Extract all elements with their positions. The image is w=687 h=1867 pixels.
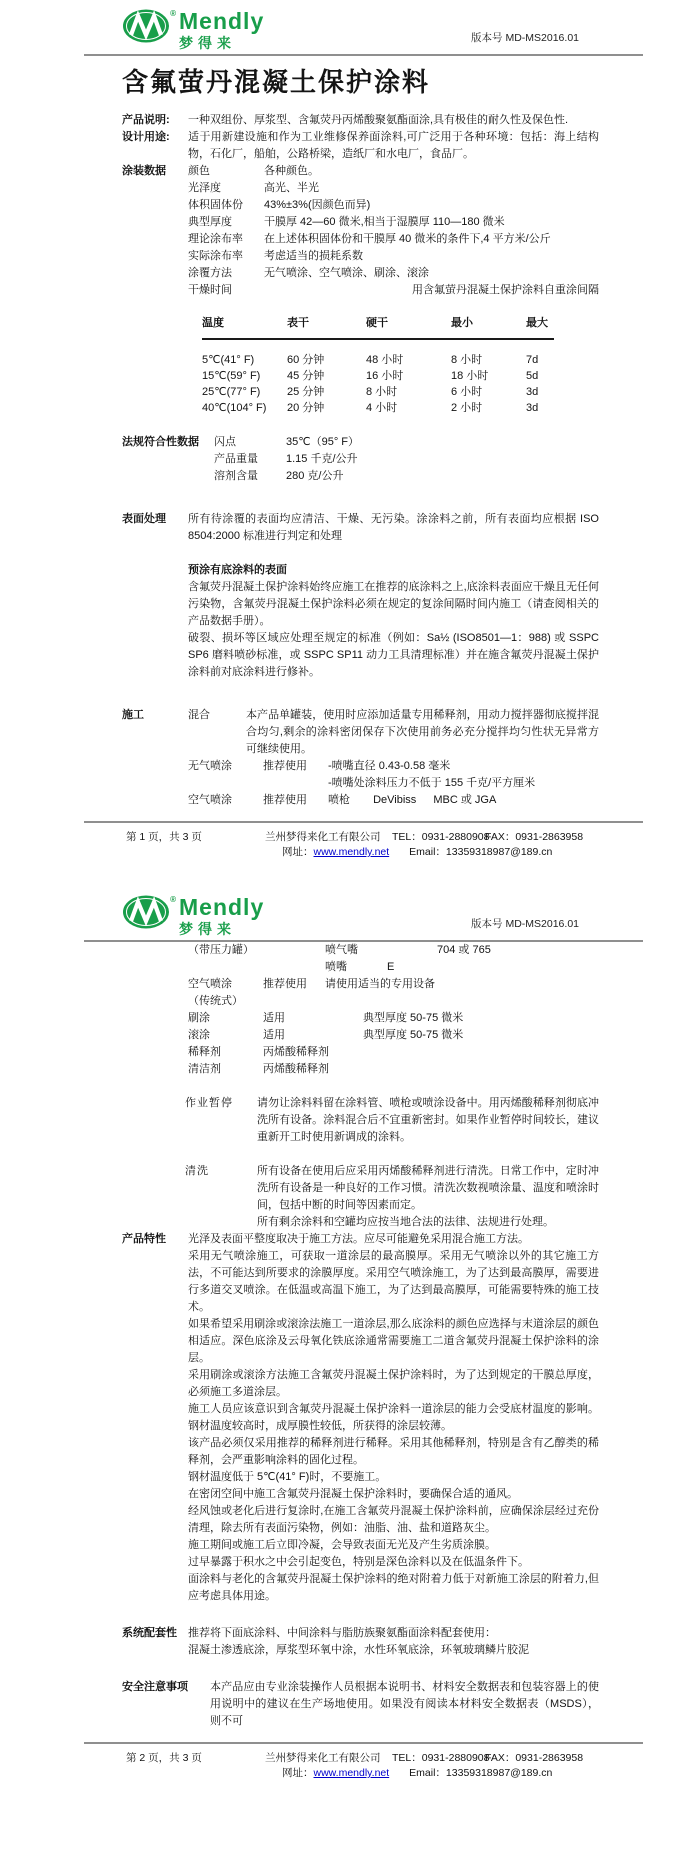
dry-time-table-header [202, 315, 554, 340]
company-tel: TEL：0931-2880908 [392, 831, 490, 843]
surface-prep-label: 表面处理 [122, 513, 166, 525]
air-nozzle-value: 704 或 765 [437, 944, 491, 956]
company-email: Email：13359318987@189.cn [409, 846, 553, 858]
airless-nozzle-size: -喷嘴直径 0.43-0.58 毫米 [328, 760, 451, 772]
gun-label: 喷枪 [328, 794, 350, 806]
regulatory-section [122, 434, 599, 485]
col-header-max: 最大 [526, 317, 548, 329]
cell-hard-dry: 8 小时 [366, 386, 398, 398]
cell-min: 2 小时 [451, 402, 483, 414]
page1-header [0, 0, 687, 52]
spray-spec-block [188, 942, 599, 1078]
col-header-touch-dry: 表干 [287, 317, 309, 329]
regulatory-value: 1.15 千克/公升 [286, 453, 358, 465]
footer-line2 [0, 1766, 687, 1781]
feature-para: 钢材温度低于 5℃(41° F)时，不要施工。 [188, 1471, 387, 1483]
spacer [122, 758, 188, 792]
page1-content [122, 112, 599, 809]
coating-value: 高光、半光 [264, 182, 319, 194]
coating-value: 干膜厚 42—60 微米,相当于湿膜厚 110—180 微米 [264, 216, 505, 228]
work-pause-label: 作业暂停 [185, 1097, 233, 1109]
table-row [202, 368, 554, 384]
mendly-logo-icon [122, 894, 174, 930]
coating-key: 典型厚度 [188, 216, 232, 228]
mixing-label: 混合 [188, 709, 210, 721]
header-divider [84, 54, 643, 56]
cell-touch-dry: 20 分钟 [287, 402, 325, 414]
footer-line1 [0, 1751, 687, 1766]
coating-data-label: 涂装数据 [122, 165, 166, 177]
coating-key: 光泽度 [188, 182, 221, 194]
coating-value: 用含氟萤丹混凝土保护涂料自重涂间隔 [412, 284, 599, 296]
air-spray-row [122, 792, 599, 809]
table-row [202, 384, 554, 400]
cell-hard-dry: 48 小时 [366, 354, 404, 366]
coating-value: 43%±3%(因颜色而异) [264, 199, 371, 211]
roller-label: 滚涂 [188, 1029, 210, 1041]
system-compat-body [188, 1625, 599, 1659]
mendly-logo-icon [122, 8, 174, 44]
coating-item [188, 180, 599, 197]
coating-item [188, 163, 599, 180]
website-link[interactable]: www.mendly.net [313, 846, 390, 858]
air-spray-label: 空气喷涂 [188, 794, 232, 806]
coating-key: 涂覆方法 [188, 267, 232, 279]
cell-max: 7d [526, 354, 539, 366]
gun-brand: DeVibiss [373, 794, 417, 806]
regulatory-item [214, 451, 599, 468]
cell-min: 18 小时 [451, 370, 489, 382]
air-spray-value: 请使用适当的专用设备 [325, 978, 435, 990]
air-spray-label: 空气喷涂 [188, 978, 232, 990]
coating-item [188, 248, 599, 265]
nozzle-row [188, 959, 599, 976]
website-row [282, 845, 389, 860]
page-number: 第 2 页，共 3 页 [126, 1752, 202, 1764]
mixing-text: 本产品单罐装，使用时应添加适量专用稀释剂，用动力搅拌器彻底搅拌混合均匀,剩余的涂料密闭保存下次使用前务必充分搅拌均匀性状无异常方可继续使用。 [246, 709, 599, 755]
application-section [122, 707, 599, 809]
feature-para: 经风蚀或老化后进行复涂时,在施工含氟荧丹混凝土保护涂料前，应确保涂层经过充份清理，除去所有表面污染物，例如：油脂、油、盐和道路灰尘。 [188, 1505, 599, 1534]
table-row [202, 400, 554, 416]
airless-spray-row [122, 758, 599, 792]
thinner-row [188, 1044, 599, 1061]
air-spray-recommend-label: 推荐使用 [263, 794, 307, 806]
coating-item [188, 231, 599, 248]
coating-key: 颜色 [188, 165, 210, 177]
company-email: Email：13359318987@189.cn [409, 1767, 553, 1779]
feature-para: 光泽及表面平整度取决于施工方法。应尽可能避免采用混合施工方法。 [188, 1233, 529, 1245]
surface-prep-para3: 破裂、损坏等区域应处理至规定的标准（例如：Sa½ (ISO8501—1：988) 或 SSPC SP6 磨料喷砂标准，或 SSPC SP11 动力工具清理标准）并在施含氟荧丹混凝土保护涂料前对底涂料进行修补。 [188, 632, 599, 678]
recommend-label: 推荐使用 [263, 978, 307, 990]
footer-divider [84, 1742, 643, 1744]
coating-data-section [122, 163, 599, 299]
brush-thickness: 典型厚度 50-75 微米 [363, 1012, 464, 1024]
company-name: 兰州梦得来化工有限公司 [265, 831, 381, 843]
coating-value: 在上述体积固体份和干膜厚 40 微米的条件下,4 平方米/公斤 [264, 233, 551, 245]
cleaning-text2: 所有剩余涂料和空罐均应按当地合法的法律、法规进行处理。 [257, 1216, 554, 1228]
suitable-label: 适用 [263, 1012, 285, 1024]
airless-values [328, 758, 599, 792]
nozzle-label: 喷嘴 [325, 961, 347, 973]
cleaning-section [185, 1163, 599, 1231]
thinner-label: 稀释剂 [188, 1046, 221, 1058]
brush-row [188, 1010, 599, 1027]
coating-item [188, 265, 599, 282]
cell-temp: 40℃(104° F) [202, 402, 267, 414]
spacer [122, 792, 188, 809]
system-compat-text1: 推荐将下面底涂料、中间涂料与脂肪族聚氨酯面涂料配套使用： [188, 1627, 496, 1639]
cleaning-body [257, 1163, 599, 1231]
company-fax: FAX：0931-2863958 [485, 831, 584, 843]
feature-para: 该产品必须仅采用推荐的稀释剂进行稀释。采用其他稀释剂，特别是含有乙醇类的稀释剂，会严重影响涂料的固化过程。 [188, 1437, 599, 1466]
brand-logo [122, 8, 264, 50]
page1-footer [0, 830, 687, 860]
dry-time-table [202, 315, 554, 416]
cell-max: 3d [526, 402, 539, 414]
brand-text [179, 8, 264, 50]
brand-name-chinese: 梦得来 [179, 35, 236, 51]
coating-item [188, 282, 599, 299]
features-label: 产品特性 [122, 1233, 166, 1245]
regulatory-key: 产品重量 [214, 453, 258, 465]
website-label: 网址： [282, 846, 314, 858]
coating-value: 考虑适当的损耗系数 [264, 250, 363, 262]
feature-para: 在密闭空间中施工含氟荧丹混凝土保护涂料时，要确保合适的通风。 [188, 1488, 518, 1500]
logo-oval-m-icon [122, 894, 174, 930]
work-pause-text: 请勿让涂料料留在涂料管、喷枪或喷涂设备中。用丙烯酸稀释剂彻底冲洗所有设备。涂料混合后不宜重新密封。如果作业暂停时间较长，建议重新开工时使用新调成的涂料。 [257, 1097, 599, 1143]
regulatory-value: 280 克/公升 [286, 470, 344, 482]
nozzle-value: E [387, 961, 395, 973]
page2-content [122, 942, 599, 1730]
cell-touch-dry: 25 分钟 [287, 386, 325, 398]
cell-touch-dry: 60 分钟 [287, 354, 325, 366]
air-spray-conventional-row [188, 976, 599, 993]
work-pause-section [185, 1095, 599, 1146]
website-link[interactable]: www.mendly.net [313, 1767, 390, 1779]
airless-pressure: -喷嘴处涂料压力不低于 155 千克/平方厘米 [328, 777, 536, 789]
design-use-text: 适于用新建设施和作为工业维修保养面涂料,可广泛用于各种环境：包括：海上结构物，石化厂，船舶，公路桥梁，造纸厂和水电厂，食品厂。 [188, 131, 599, 160]
coating-key: 体积固体份 [188, 199, 243, 211]
coating-value: 各种颜色。 [264, 165, 319, 177]
regulatory-item [214, 434, 599, 451]
registered-trademark-icon: ® [170, 895, 176, 904]
feature-para: 采用刷涂或滚涂方法施工含氟荧丹混凝土保护涂料时，为了达到规定的干膜总厚度，必须施工多道涂层。 [188, 1369, 599, 1398]
regulatory-key: 闪点 [214, 436, 236, 448]
page-2 [0, 886, 687, 1867]
design-use-row [122, 129, 599, 163]
regulatory-label: 法规符合性数据 [122, 436, 199, 448]
roller-thickness: 典型厚度 50-75 微米 [363, 1029, 464, 1041]
cell-max: 5d [526, 370, 539, 382]
product-desc-label: 产品说明: [122, 114, 170, 126]
thinner-value: 丙烯酸稀释剂 [263, 1046, 329, 1058]
application-label: 施工 [122, 709, 144, 721]
cell-max: 3d [526, 386, 539, 398]
cell-touch-dry: 45 分钟 [287, 370, 325, 382]
product-desc-text: 一种双组份、厚浆型、含氟荧丹丙烯酸聚氨酯面涂,具有极佳的耐久性及保色性. [188, 114, 569, 126]
coating-value: 无气喷涂、空气喷涂、刷涂、滚涂 [264, 267, 429, 279]
air-spray-gun [328, 792, 599, 809]
coating-item [188, 197, 599, 214]
airless-recommend-label: 推荐使用 [263, 760, 307, 772]
cell-temp: 5℃(41° F) [202, 354, 255, 366]
cell-hard-dry: 16 小时 [366, 370, 404, 382]
cleaning-text1: 所有设备在使用后应采用丙烯酸稀释剂进行清洗。日常工作中，定时冲洗所有设备是一种良好的工作习惯。清洗次数视喷涂量、温度和喷涂时间，包括中断的时间等因素而定。 [257, 1165, 599, 1211]
coating-key: 干燥时间 [188, 284, 232, 296]
brush-label: 刷涂 [188, 1012, 210, 1024]
page2-footer [0, 1751, 687, 1781]
conventional-row [188, 993, 599, 1010]
col-header-hard-dry: 硬干 [366, 317, 388, 329]
safety-text: 本产品应由专业涂装操作人员根据本说明书、材料安全数据表和包装容器上的使用说明中的建议在生产场地使用。如果没有阅读本材料安全数据表（MSDS），则不可 [210, 1681, 599, 1727]
brand-name-chinese: 梦得来 [179, 921, 236, 937]
col-header-min: 最小 [451, 317, 473, 329]
company-tel: TEL：0931-2880908 [392, 1752, 490, 1764]
footer-line1 [0, 830, 687, 845]
cleaner-row [188, 1061, 599, 1078]
pressure-pot-label: （带压力罐） [188, 944, 254, 956]
page-1 [0, 0, 687, 860]
cell-hard-dry: 4 小时 [366, 402, 398, 414]
conventional-label: （传统式） [188, 995, 243, 1007]
regulatory-item [214, 468, 599, 485]
registered-trademark-icon: ® [170, 9, 176, 18]
company-fax: FAX：0931-2863958 [485, 1752, 584, 1764]
cleaner-label: 清洁剂 [188, 1063, 221, 1075]
feature-para: 面涂料与老化的含氟荧丹混凝土保护涂料的绝对附着力低于对新施工涂层的附着力,但应考虑具体用途。 [188, 1573, 599, 1602]
system-compat-label: 系统配套性 [122, 1627, 177, 1639]
design-use-label: 设计用途: [122, 131, 170, 143]
surface-prep-para1: 所有待涂覆的表面均应清洁、干燥、无污染。涂涂料之前，所有表面均应根据 ISO 8504:2000 标准进行判定和处理 [188, 513, 599, 542]
website-row [282, 1766, 389, 1781]
pressure-pot-row [188, 942, 599, 959]
coating-item [188, 214, 599, 231]
roller-row [188, 1027, 599, 1044]
feature-para: 采用无气喷涂施工，可获取一道涂层的最高膜厚。采用无气喷涂以外的其它施工方法，不可能达到所要求的涂膜厚度。采用空气喷涂施工，为了达到最高膜厚，需要进行多道交叉喷涂。在低温或高温下施工，为了达到最高膜厚，可能需要特殊的施工技术。 [188, 1250, 599, 1313]
version-label: 版本号 MD-MS2016.01 [471, 32, 579, 44]
feature-para: 如果希望采用刷涂或滚涂法施工一道涂层,那么底涂料的颜色应选择与末道涂层的颜色相适应。深色底涂及云母氧化铁底涂通常需要施工二道含氟荧丹混凝土保护涂料的涂层。 [188, 1318, 599, 1364]
airless-spray-label: 无气喷涂 [188, 760, 232, 772]
cleaner-value: 丙烯酸稀释剂 [263, 1063, 329, 1075]
brand-name: Mendly [179, 894, 265, 920]
version-label: 版本号 MD-MS2016.01 [471, 918, 579, 930]
company-name: 兰州梦得来化工有限公司 [265, 1752, 381, 1764]
product-desc-row [122, 112, 599, 129]
system-compat-section [122, 1625, 599, 1659]
coating-key: 理论涂布率 [188, 233, 243, 245]
brand-text [179, 894, 264, 936]
feature-para: 施工人员应该意识到含氟荧丹混凝土保护涂料一道涂层的能力会受底材温度的影响。钢材温度较高时，成厚膜性较低，所获得的涂层较薄。 [188, 1403, 599, 1432]
page2-header [0, 886, 687, 938]
cell-min: 8 小时 [451, 354, 483, 366]
surface-prep-body [188, 511, 599, 681]
cleaning-label: 清洗 [185, 1165, 209, 1177]
footer-line2 [0, 845, 687, 860]
brand-logo [122, 894, 264, 936]
coating-key: 实际涂布率 [188, 250, 243, 262]
mixing-row [122, 707, 599, 758]
surface-prep-para2: 含氟荧丹混凝土保护涂料始终应施工在推荐的底涂料之上,底涂料表面应干燥且无任何污染物，含氟荧丹混凝土保护涂料必须在规定的复涂间隔时间内施工（请查阅相关的产品数据手册）。 [188, 581, 599, 627]
safety-section [122, 1679, 599, 1730]
regulatory-items [214, 434, 599, 485]
feature-para: 施工期间或施工后立即冷凝，会导致表面无光及产生劣质涂膜。 [188, 1539, 496, 1551]
coating-data-items [188, 163, 599, 299]
bottom-whitespace [0, 1781, 687, 1867]
spacer [188, 959, 325, 976]
col-header-temp: 温度 [202, 317, 224, 329]
footer-divider [84, 821, 643, 823]
system-compat-text2: 混凝土渗透底涂，厚浆型环氧中涂，水性环氧底涂，环氧玻璃鳞片胶泥 [188, 1644, 529, 1656]
air-nozzle-label: 喷气嘴 [325, 944, 358, 956]
features-section [122, 1231, 599, 1605]
regulatory-row [122, 434, 599, 485]
surface-prep-section [122, 511, 599, 681]
page-title: 含氟萤丹混凝土保护涂料 [122, 67, 431, 97]
regulatory-value: 35℃（95° F） [286, 436, 359, 448]
features-body [188, 1231, 599, 1605]
surface-prep-subhead: 预涂有底涂料的表面 [188, 564, 287, 576]
page-number: 第 1 页，共 3 页 [126, 831, 202, 843]
regulatory-key: 溶剂含量 [214, 470, 258, 482]
suitable-label: 适用 [263, 1029, 285, 1041]
spacer [263, 942, 325, 959]
cell-temp: 15℃(59° F) [202, 370, 261, 382]
gun-model: MBC 或 JGA [433, 794, 497, 806]
feature-para: 过早暴露于积水之中会引起变色，特别是深色涂料以及在低温条件下。 [188, 1556, 529, 1568]
logo-oval-m-icon [122, 8, 174, 44]
brand-name: Mendly [179, 8, 265, 34]
safety-label: 安全注意事项 [122, 1681, 188, 1693]
cell-temp: 25℃(77° F) [202, 386, 261, 398]
website-label: 网址： [282, 1767, 314, 1779]
cell-min: 6 小时 [451, 386, 483, 398]
table-row [202, 352, 554, 368]
